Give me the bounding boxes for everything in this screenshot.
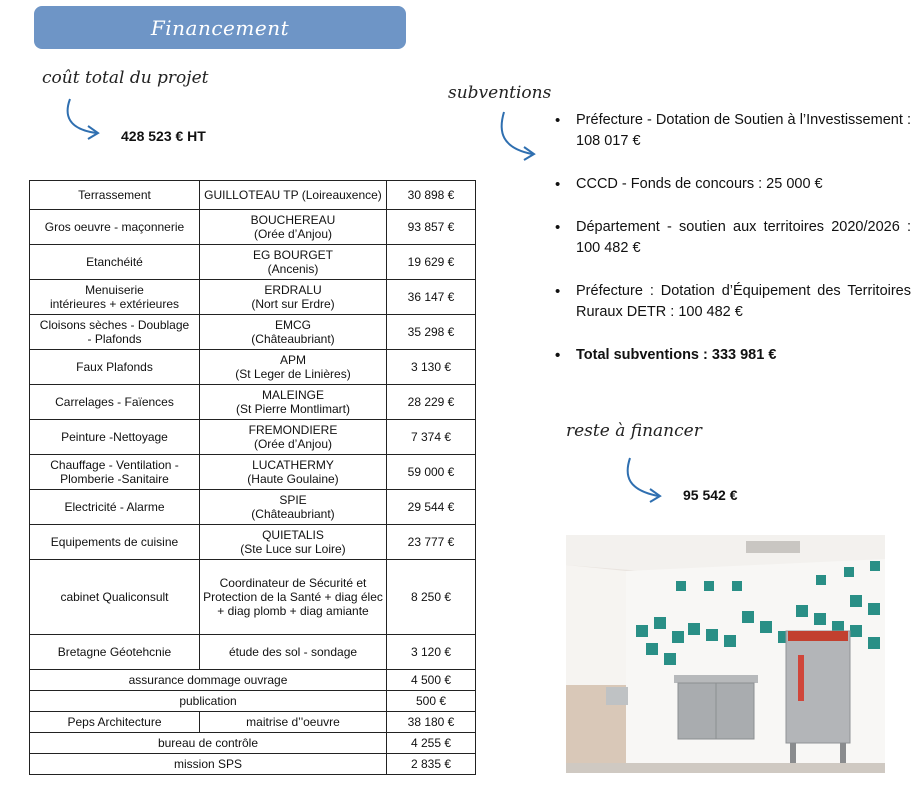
company-cell: MALEINGE (St Pierre Montlimart) <box>200 385 387 420</box>
table-row <box>30 385 476 420</box>
table-row <box>30 670 476 691</box>
amount-cell: 36 147 € <box>387 280 476 315</box>
company-cell: QUIETALIS (Ste Luce sur Loire) <box>200 525 387 560</box>
curved-arrow-icon <box>62 97 106 141</box>
amount-cell: 4 255 € <box>387 733 476 754</box>
amount-cell: 500 € <box>387 691 476 712</box>
lot-cell: Peps Architecture <box>30 712 200 733</box>
amount-cell: 3 120 € <box>387 635 476 670</box>
lot-cell: Cloisons sèches - Doublage - Plafonds <box>30 315 200 350</box>
table-row <box>30 280 476 315</box>
lot-cell: publication <box>30 691 387 712</box>
lot-cell: Faux Plafonds <box>30 350 200 385</box>
company-cell: SPIE (Châteaubriant) <box>200 490 387 525</box>
lot-cell: Menuiserie intérieures + extérieures <box>30 280 200 315</box>
company-cell: BOUCHEREAU (Orée d’Anjou) <box>200 210 387 245</box>
table-row <box>30 733 476 754</box>
amount-cell: 8 250 € <box>387 560 476 635</box>
amount-cell: 19 629 € <box>387 245 476 280</box>
amount-cell: 35 298 € <box>387 315 476 350</box>
table-row <box>30 245 476 280</box>
company-cell: FREMONDIERE (Orée d’Anjou) <box>200 420 387 455</box>
subsidy-item: • CCCD - Fonds de concours : 25 000 € <box>553 174 911 195</box>
curved-arrow-icon <box>496 110 542 162</box>
table-row <box>30 420 476 455</box>
table-row <box>30 315 476 350</box>
company-cell: Coordinateur de Sécurité et Protection de la Santé + diag élec + diag plomb + diag amiante <box>200 560 387 635</box>
company-cell: EG BOURGET (Ancenis) <box>200 245 387 280</box>
subsidy-total: • Total subventions : 333 981 € <box>553 345 911 366</box>
table-row <box>30 181 476 210</box>
remaining-value: 95 542 € <box>683 487 738 503</box>
subsidy-item: • Préfecture - Dotation de Soutien à l’Investissement : 108 017 € <box>553 110 911 152</box>
amount-cell: 28 229 € <box>387 385 476 420</box>
table-row <box>30 525 476 560</box>
table-row <box>30 455 476 490</box>
lot-cell: Terrassement <box>30 181 200 210</box>
company-cell: GUILLOTEAU TP (Loireauxence) <box>200 181 387 210</box>
amount-cell: 30 898 € <box>387 181 476 210</box>
table-row <box>30 712 476 733</box>
budget-table <box>29 180 476 775</box>
cost-value: 428 523 € HT <box>121 128 206 144</box>
company-cell: étude des sol - sondage <box>200 635 387 670</box>
amount-cell: 38 180 € <box>387 712 476 733</box>
table-row <box>30 490 476 525</box>
company-cell: EMCG (Châteaubriant) <box>200 315 387 350</box>
table-row <box>30 635 476 670</box>
remaining-label: reste à financer <box>566 421 702 441</box>
amount-cell: 93 857 € <box>387 210 476 245</box>
table-row <box>30 560 476 635</box>
curved-arrow-icon <box>622 456 668 504</box>
amount-cell: 3 130 € <box>387 350 476 385</box>
table-row <box>30 350 476 385</box>
lot-cell: Equipements de cuisine <box>30 525 200 560</box>
cost-label: coût total du projet <box>42 68 209 88</box>
amount-cell: 7 374 € <box>387 420 476 455</box>
lot-cell: Bretagne Géotehcnie <box>30 635 200 670</box>
table-row <box>30 754 476 775</box>
lot-cell: Carrelages - Faïences <box>30 385 200 420</box>
lot-cell: Electricité - Alarme <box>30 490 200 525</box>
lot-cell: assurance dommage ouvrage <box>30 670 387 691</box>
lot-cell: Gros oeuvre - maçonnerie <box>30 210 200 245</box>
amount-cell: 2 835 € <box>387 754 476 775</box>
company-cell: ERDRALU (Nort sur Erdre) <box>200 280 387 315</box>
subsidy-item: • Département - soutien aux territoires 2020/2026 : 100 482 € <box>553 217 911 259</box>
subsidy-item: • Préfecture : Dotation d’Équipement des Territoires Ruraux DETR : 100 482 € <box>553 281 911 323</box>
lot-cell: mission SPS <box>30 754 387 775</box>
subsidies-list <box>553 110 911 388</box>
amount-cell: 4 500 € <box>387 670 476 691</box>
lot-cell: Peinture -Nettoyage <box>30 420 200 455</box>
table-row <box>30 691 476 712</box>
amount-cell: 23 777 € <box>387 525 476 560</box>
section-title: Financement <box>150 15 290 40</box>
section-banner <box>34 6 406 49</box>
lot-cell: bureau de contrôle <box>30 733 387 754</box>
table-row <box>30 210 476 245</box>
company-cell: maitrise d’'oeuvre <box>200 712 387 733</box>
amount-cell: 59 000 € <box>387 455 476 490</box>
subsidies-label: subventions <box>448 83 552 103</box>
lot-cell: cabinet Qualiconsult <box>30 560 200 635</box>
lot-cell: Chauffage - Ventilation - Plomberie -Sanitaire <box>30 455 200 490</box>
amount-cell: 29 544 € <box>387 490 476 525</box>
kitchen-photo <box>566 535 885 773</box>
lot-cell: Etanchéité <box>30 245 200 280</box>
company-cell: APM (St Leger de Linières) <box>200 350 387 385</box>
company-cell: LUCATHERMY (Haute Goulaine) <box>200 455 387 490</box>
